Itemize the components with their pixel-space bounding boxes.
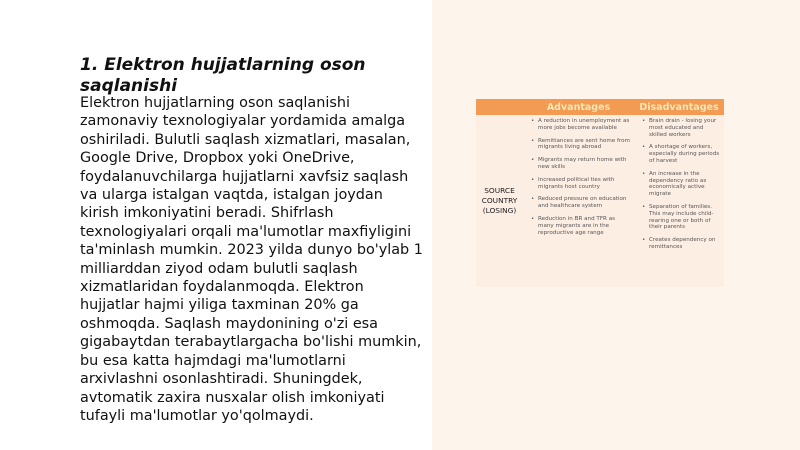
table-header-row xyxy=(476,99,724,115)
disadvantages-cell xyxy=(634,115,724,287)
advantages-list xyxy=(529,118,631,236)
section-heading: 1. Elektron hujjatlarning oson saqlanishi xyxy=(80,55,366,96)
list-item: • Remittances are sent home from migrants living abroad xyxy=(538,138,631,152)
section-body-text: Elektron hujjatlarning oson saqlanishi zamonaviy texnologiyalar yordamida amalga oshiriladi. Bulutli saqlash xizmatlari, masalan, Google Drive, Dropbox yoki OneDrive, foydalanuvchilarga hujjatlarni xavfsiz saqlash va ularga istalgan vaqtda, istalgan joydan kirish imkoniyatini beradi. Shifrlash texnologiyalari orqali ma'lumotlar maxfiyligini ta'minlash mumkin. 2023 yilda dunyo bo'ylab 1 milliarddan ziyod odam bulutli saqlash xizmatlaridan foydalanmoqda. Elektron hujjatlar hajmi yiliga taxminan 20% ga oshmoqda. Saqlash maydonining o'zi esa gigabaytdan terabaytlargacha bo'lishi mumkin, bu esa katta hajmdagi ma'lumotlarni arxivlashni osonlashtiradi. Shuningdek, avtomatik zaxira nusxalar olish imkoniyati tufayli ma'lumotlar yo'qolmaydi. xyxy=(80,95,423,424)
list-item: • Reduced pressure on education and healthcare system xyxy=(538,196,631,210)
list-item: • Creates dependency on remittances xyxy=(649,237,721,251)
migration-comparison-table xyxy=(476,99,724,287)
disadvantages-list xyxy=(640,118,721,251)
table-header-corner xyxy=(476,99,523,115)
advantages-cell xyxy=(523,115,634,287)
table-header-advantages: Advantages xyxy=(523,99,634,115)
list-item: • Migrants may return home with new skills xyxy=(538,157,631,171)
list-item: • Separation of families. This may include child-rearing one or both of their parents xyxy=(649,204,721,231)
list-item: • Brain drain - losing your most educated and skilled workers xyxy=(649,118,721,138)
list-item: • A reduction in unemployment as more jobs become available xyxy=(538,118,631,132)
list-item: • Reduction in BR and TFR as many migrants are in the reproductive age range xyxy=(538,216,631,236)
row-label-source-country: SOURCE COUNTRY (LOSING) xyxy=(481,186,518,215)
list-item: • Increased political ties with migrants host country xyxy=(538,177,631,191)
table-header-disadvantages: Disadvantages xyxy=(634,99,724,115)
list-item: • A shortage of workers, especially during periods of harvest xyxy=(649,144,721,164)
table-row xyxy=(476,115,724,287)
list-item: • An increase in the dependency ratio as economically active migrate xyxy=(649,171,721,198)
